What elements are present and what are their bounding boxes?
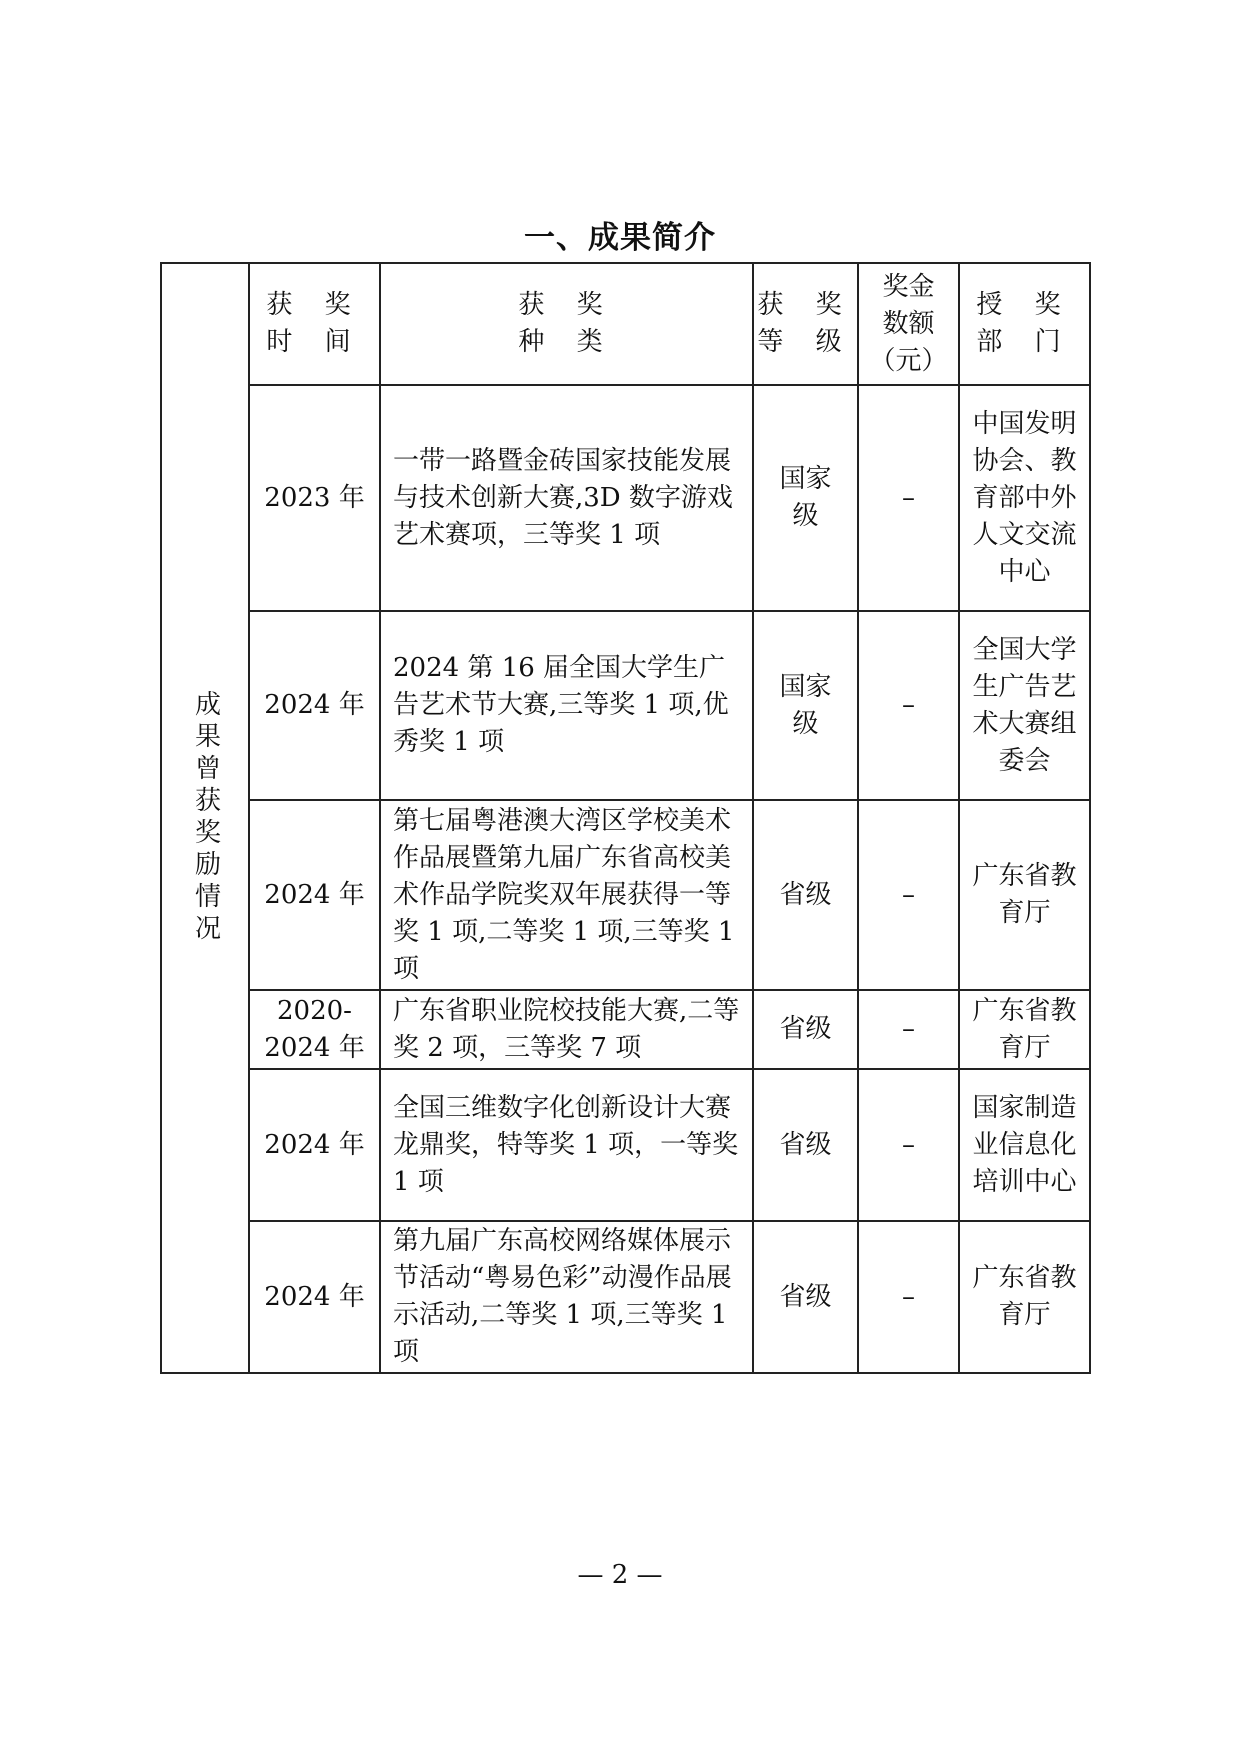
section-title: 一、成果简介 xyxy=(524,220,716,256)
page-number: — 2 — xyxy=(577,1560,663,1590)
row-category: 2024 第 16 届全国大学生广告艺术节大赛,三等奖 1 项,优秀奖 1 项 xyxy=(380,611,753,800)
row-amount: – xyxy=(858,1221,959,1373)
row-dept: 国家制造业信息化培训中心 xyxy=(959,1069,1090,1221)
row-dept: 广东省教育厅 xyxy=(959,1221,1090,1373)
row-dept: 广东省教育厅 xyxy=(959,990,1090,1069)
row-amount: – xyxy=(858,800,959,990)
row-category: 广东省职业院校技能大赛,二等奖 2 项，三等奖 7 项 xyxy=(380,990,753,1069)
row-dept: 全国大学生广告艺术大赛组委会 xyxy=(959,611,1090,800)
row-dept: 中国发明协会、教育部中外人文交流中心 xyxy=(959,385,1090,611)
table-row xyxy=(161,385,1090,611)
header-category: 获 奖 种 类 xyxy=(380,263,753,385)
row-category: 一带一路暨金砖国家技能发展与技术创新大赛,3D 数字游戏艺术赛项，三等奖 1 项 xyxy=(380,385,753,611)
row-dept: 广东省教育厅 xyxy=(959,800,1090,990)
row-level: 省级 xyxy=(753,990,858,1069)
row-level: 国家级 xyxy=(753,611,858,800)
table-row xyxy=(161,1221,1090,1373)
table-row xyxy=(161,1069,1090,1221)
header-time: 获 奖 时 间 xyxy=(249,263,380,385)
row-time: 2024 年 xyxy=(249,800,380,990)
row-amount: – xyxy=(858,611,959,800)
row-level: 省级 xyxy=(753,1069,858,1221)
row-category: 第九届广东高校网络媒体展示节活动“粤易色彩”动漫作品展示活动,二等奖 1 项,三等奖 1 项 xyxy=(380,1221,753,1373)
table-row xyxy=(161,990,1090,1069)
header-level: 获 奖 等 级 xyxy=(753,263,858,385)
row-amount: – xyxy=(858,385,959,611)
row-amount: – xyxy=(858,1069,959,1221)
table-row xyxy=(161,611,1090,800)
row-amount: – xyxy=(858,990,959,1069)
header-amount: 奖金 数额 （元） xyxy=(858,263,959,385)
row-time: 2024 年 xyxy=(249,1069,380,1221)
table-row xyxy=(161,800,1090,990)
awards-table xyxy=(160,262,1091,1374)
row-level: 国家级 xyxy=(753,385,858,611)
row-time: 2024 年 xyxy=(249,611,380,800)
header-row xyxy=(161,263,1090,385)
row-category: 全国三维数字化创新设计大赛龙鼎奖，特等奖 1 项，一等奖 1 项 xyxy=(380,1069,753,1221)
row-level: 省级 xyxy=(753,800,858,990)
row-time: 2020-2024 年 xyxy=(249,990,380,1069)
row-category: 第七届粤港澳大湾区学校美术作品展暨第九届广东省高校美术作品学院奖双年展获得一等奖 1 项,二等奖 1 项,三等奖 1 项 xyxy=(380,800,753,990)
header-dept: 授 奖 部 门 xyxy=(959,263,1090,385)
side-label: 成果曾获奖励情况 xyxy=(161,263,249,1373)
row-level: 省级 xyxy=(753,1221,858,1373)
row-time: 2024 年 xyxy=(249,1221,380,1373)
row-time: 2023 年 xyxy=(249,385,380,611)
